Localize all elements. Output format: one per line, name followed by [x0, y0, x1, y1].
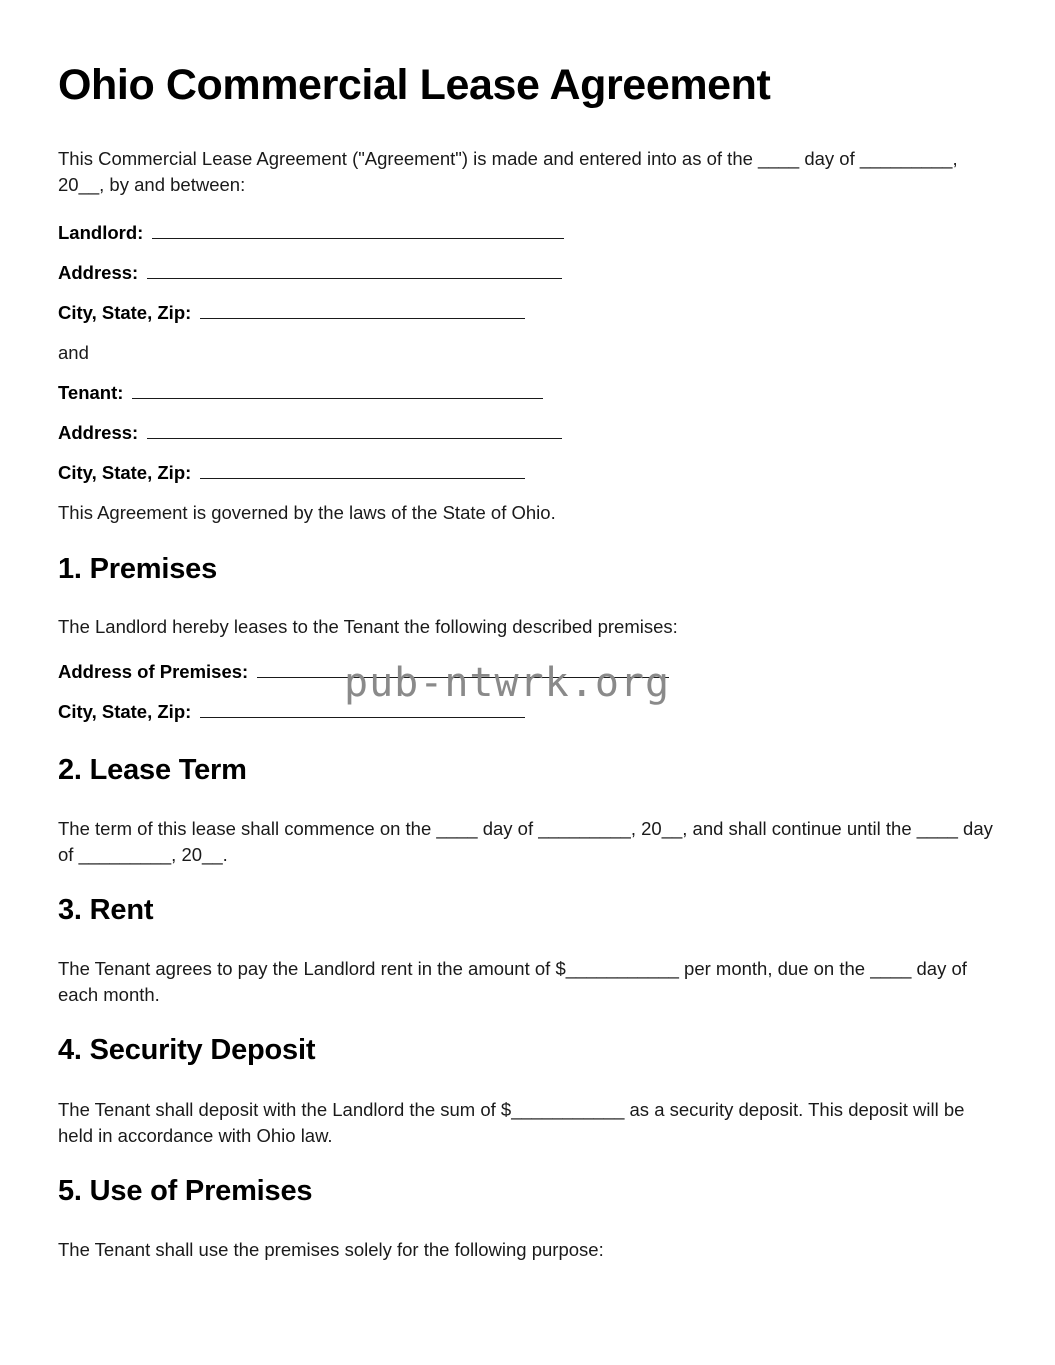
spacer [58, 1068, 997, 1097]
and-connector: and [58, 342, 89, 364]
tenant-city-state-zip-rule[interactable] [200, 460, 525, 479]
spacer [58, 446, 997, 460]
governing-law-paragraph: This Agreement is governed by the laws of the State of Ohio. [58, 502, 556, 524]
landlord-name-field [58, 220, 997, 246]
spacer [58, 486, 997, 500]
tenant-name-field [58, 380, 997, 406]
intro-paragraph: This Commercial Lease Agreement ("Agreement") is made and entered into as of the ____ day of _________, 20__, by and between: [58, 148, 958, 196]
premises-address-field [58, 659, 997, 685]
spacer [58, 927, 997, 956]
site-watermark: pub-ntwrk.org [344, 660, 671, 706]
landlord-address-field [58, 260, 997, 286]
landlord-address-rule[interactable] [147, 260, 562, 279]
landlord-address-label: Address: [58, 262, 139, 284]
premises-address-label: Address of Premises: [58, 660, 249, 682]
landlord-city-state-zip-rule[interactable] [200, 300, 525, 319]
spacer [58, 868, 997, 894]
spacer [58, 198, 997, 220]
premises-city-state-zip-label: City, State, Zip: [58, 700, 192, 722]
spacer [58, 366, 997, 380]
section-body-rent: The Tenant agrees to pay the Landlord rent in the amount of $___________ per month, due on the ____ day of each month. [58, 958, 967, 1006]
tenant-address-rule[interactable] [147, 420, 562, 439]
spacer [58, 246, 997, 260]
section-heading-security-deposit: 4. Security Deposit [58, 1034, 316, 1067]
spacer [58, 526, 997, 553]
spacer [58, 1149, 997, 1175]
landlord-name-label: Landlord: [58, 222, 144, 244]
section-heading-premises: 1. Premises [58, 553, 218, 586]
tenant-name-rule[interactable] [132, 380, 543, 399]
spacer [58, 326, 997, 340]
tenant-city-state-zip-field [58, 460, 997, 486]
section-body-security-deposit: The Tenant shall deposit with the Landlord the sum of $___________ as a security deposit. This deposit will be held in accordance with Ohio law. [58, 1098, 965, 1146]
spacer [58, 685, 997, 699]
premises-city-state-zip-rule[interactable] [200, 699, 525, 718]
premises-address-rule[interactable] [257, 659, 669, 678]
spacer [58, 286, 997, 300]
spacer [58, 406, 997, 420]
section-heading-use-of-premises: 5. Use of Premises [58, 1174, 313, 1207]
spacer [58, 1008, 997, 1034]
section-heading-lease-term: 2. Lease Term [58, 753, 247, 786]
tenant-address-label: Address: [58, 422, 139, 444]
spacer [58, 587, 997, 614]
landlord-city-state-zip-label: City, State, Zip: [58, 302, 192, 324]
landlord-name-rule[interactable] [152, 220, 564, 239]
spacer [58, 787, 997, 816]
section-body-lease-term: The term of this lease shall commence on the ____ day of _________, 20__, and shall continue until the ____ day of _________, 20__. [58, 817, 993, 865]
tenant-city-state-zip-label: City, State, Zip: [58, 462, 192, 484]
spacer [58, 725, 997, 754]
tenant-name-label: Tenant: [58, 382, 124, 404]
tenant-address-field [58, 420, 997, 446]
premises-city-state-zip-field [58, 699, 997, 725]
landlord-city-state-zip-field [58, 300, 997, 326]
section-body-premises: The Landlord hereby leases to the Tenant the following described premises: [58, 615, 678, 637]
spacer [58, 1208, 997, 1237]
spacer [58, 640, 997, 659]
page-title: Ohio Commercial Lease Agreement [58, 61, 771, 109]
section-heading-rent: 3. Rent [58, 893, 154, 926]
section-body-use-of-premises: The Tenant shall use the premises solely for the following purpose: [58, 1239, 604, 1261]
